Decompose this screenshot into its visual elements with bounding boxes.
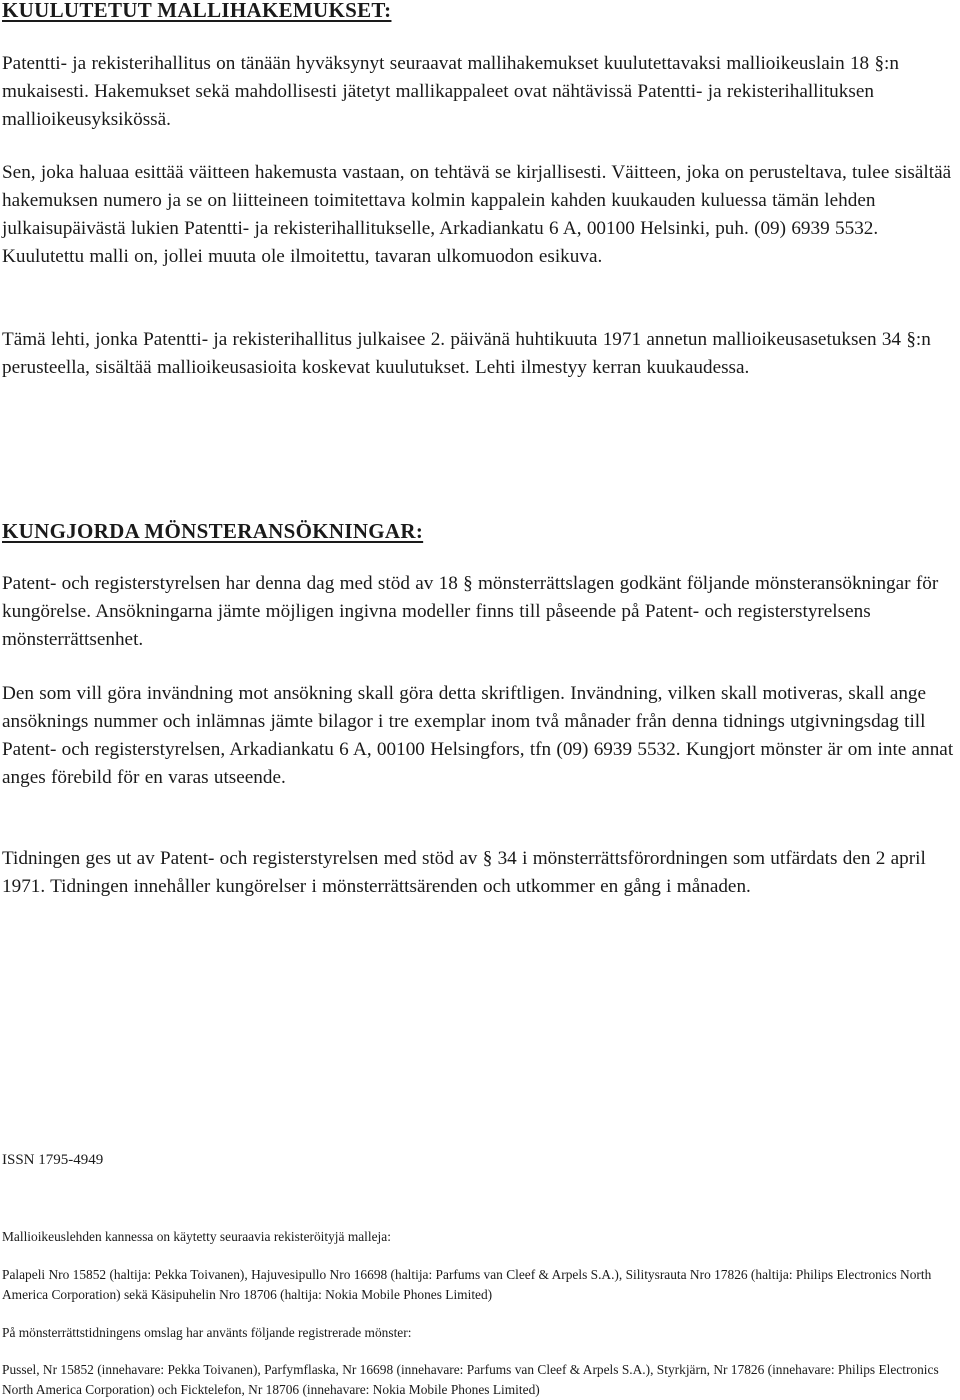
cover-designs-finnish-list: Palapeli Nro 15852 (haltija: Pekka Toivanen), Hajuvesipullo Nro 16698 (haltija: Parfums van Cleef & Arpels S.A.), Silitysrauta Nro 17826 (haltija: Philips Electronics North America Corporation) sekä Käsipuhelin Nro 18706 (haltija: Nokia Mobile Phones Limited) — [2, 1267, 932, 1302]
cover-designs-swedish-title: På mönsterrättstidningens omslag har använts följande registrerade mönster: — [2, 1325, 412, 1340]
swedish-paragraph-intro: Patent- och registerstyrelsen har denna dag med stöd av 18 § mönsterrättslagen godkänt följande mönsteransökningar för kungörelse. Ansökningarna jämte möjligen ingivna modeller finns till påseende på Patent- och registerstyrelsens mönsterrättsenhet. — [2, 573, 939, 650]
finnish-paragraph-intro: Patentti- ja rekisterihallitus on tänään hyväksynyt seuraavat mallihakemukset kuulutettavaksi mallioikeuslain 18 §:n mukaisesti. Hakemukset sekä mahdollisesti jätetyt mallikappaleet ovat nähtävissä Patentti- ja rekisterihallituksen mallioikeusyksikössä. — [2, 53, 899, 130]
swedish-paragraph-objection: Den som vill göra invändning mot ansökning skall göra detta skriftligen. Invändning, vilken skall motiveras, skall ange ansöknings nummer och inlämnas jämte bilagor i tre exemplar inom två månader från denna tidnings utgivningsdag till Patent- och registerstyrelsen, Arkadiankatu 6 A, 00100 Helsingfors, tfn (09) 6939 5532. Kungjort mönster är om inte annat anges förebild för en varas utseende. — [2, 683, 954, 788]
swedish-section-heading: KUNGJORDA MÖNSTERANSÖKNINGAR: — [2, 519, 424, 543]
finnish-paragraph-objection: Sen, joka haluaa esittää väitteen hakemusta vastaan, on tehtävä se kirjallisesti. Väitteen, joka on perusteltava, tulee sisältää hakemuksen numero ja se on liitteineen toimitettava kolmin kappalein kahden kuukauden kuluessa tämän lehden julkaisupäivästä lukien Patentti- ja rekisterihallitukselle, Arkadiankatu 6 A, 00100 Helsinki, puh. (09) 6939 5532. Kuulutettu malli on, jollei muuta ole ilmoitettu, tavaran ulkomuodon esikuva. — [2, 162, 952, 267]
finnish-paragraph-publication: Tämä lehti, jonka Patentti- ja rekisterihallitus julkaisee 2. päivänä huhtikuuta 1971 annetun mallioikeusasetuksen 34 §:n perusteella, sisältää mallioikeusasioita koskevat kuulutukset. Lehti ilmestyy kerran kuukaudessa. — [2, 329, 931, 378]
swedish-paragraph-publication: Tidningen ges ut av Patent- och registerstyrelsen med stöd av § 34 i mönsterrättsförordningen som utfärdats den 2 april 1971. Tidningen innehåller kungörelser i mönsterrättsärenden och utkommer en gång i månaden. — [2, 848, 926, 897]
cover-designs-swedish-list: Pussel, Nr 15852 (innehavare: Pekka Toivanen), Parfymflaska, Nr 16698 (innehavare: Parfums van Cleef & Arpels S.A.), Styrkjärn, Nr 17826 (innehavare: Philips Electronics North America Corporation) och Ficktelefon, Nr 18706 (innehavare: Nokia Mobile Phones Limited) — [2, 1362, 939, 1397]
finnish-section-heading: KUULUTETUT MALLIHAKEMUKSET: — [2, 0, 392, 22]
issn-number: ISSN 1795-4949 — [2, 1152, 104, 1168]
cover-designs-finnish-title: Mallioikeuslehden kannessa on käytetty seuraavia rekisteröityjä malleja: — [2, 1229, 391, 1244]
